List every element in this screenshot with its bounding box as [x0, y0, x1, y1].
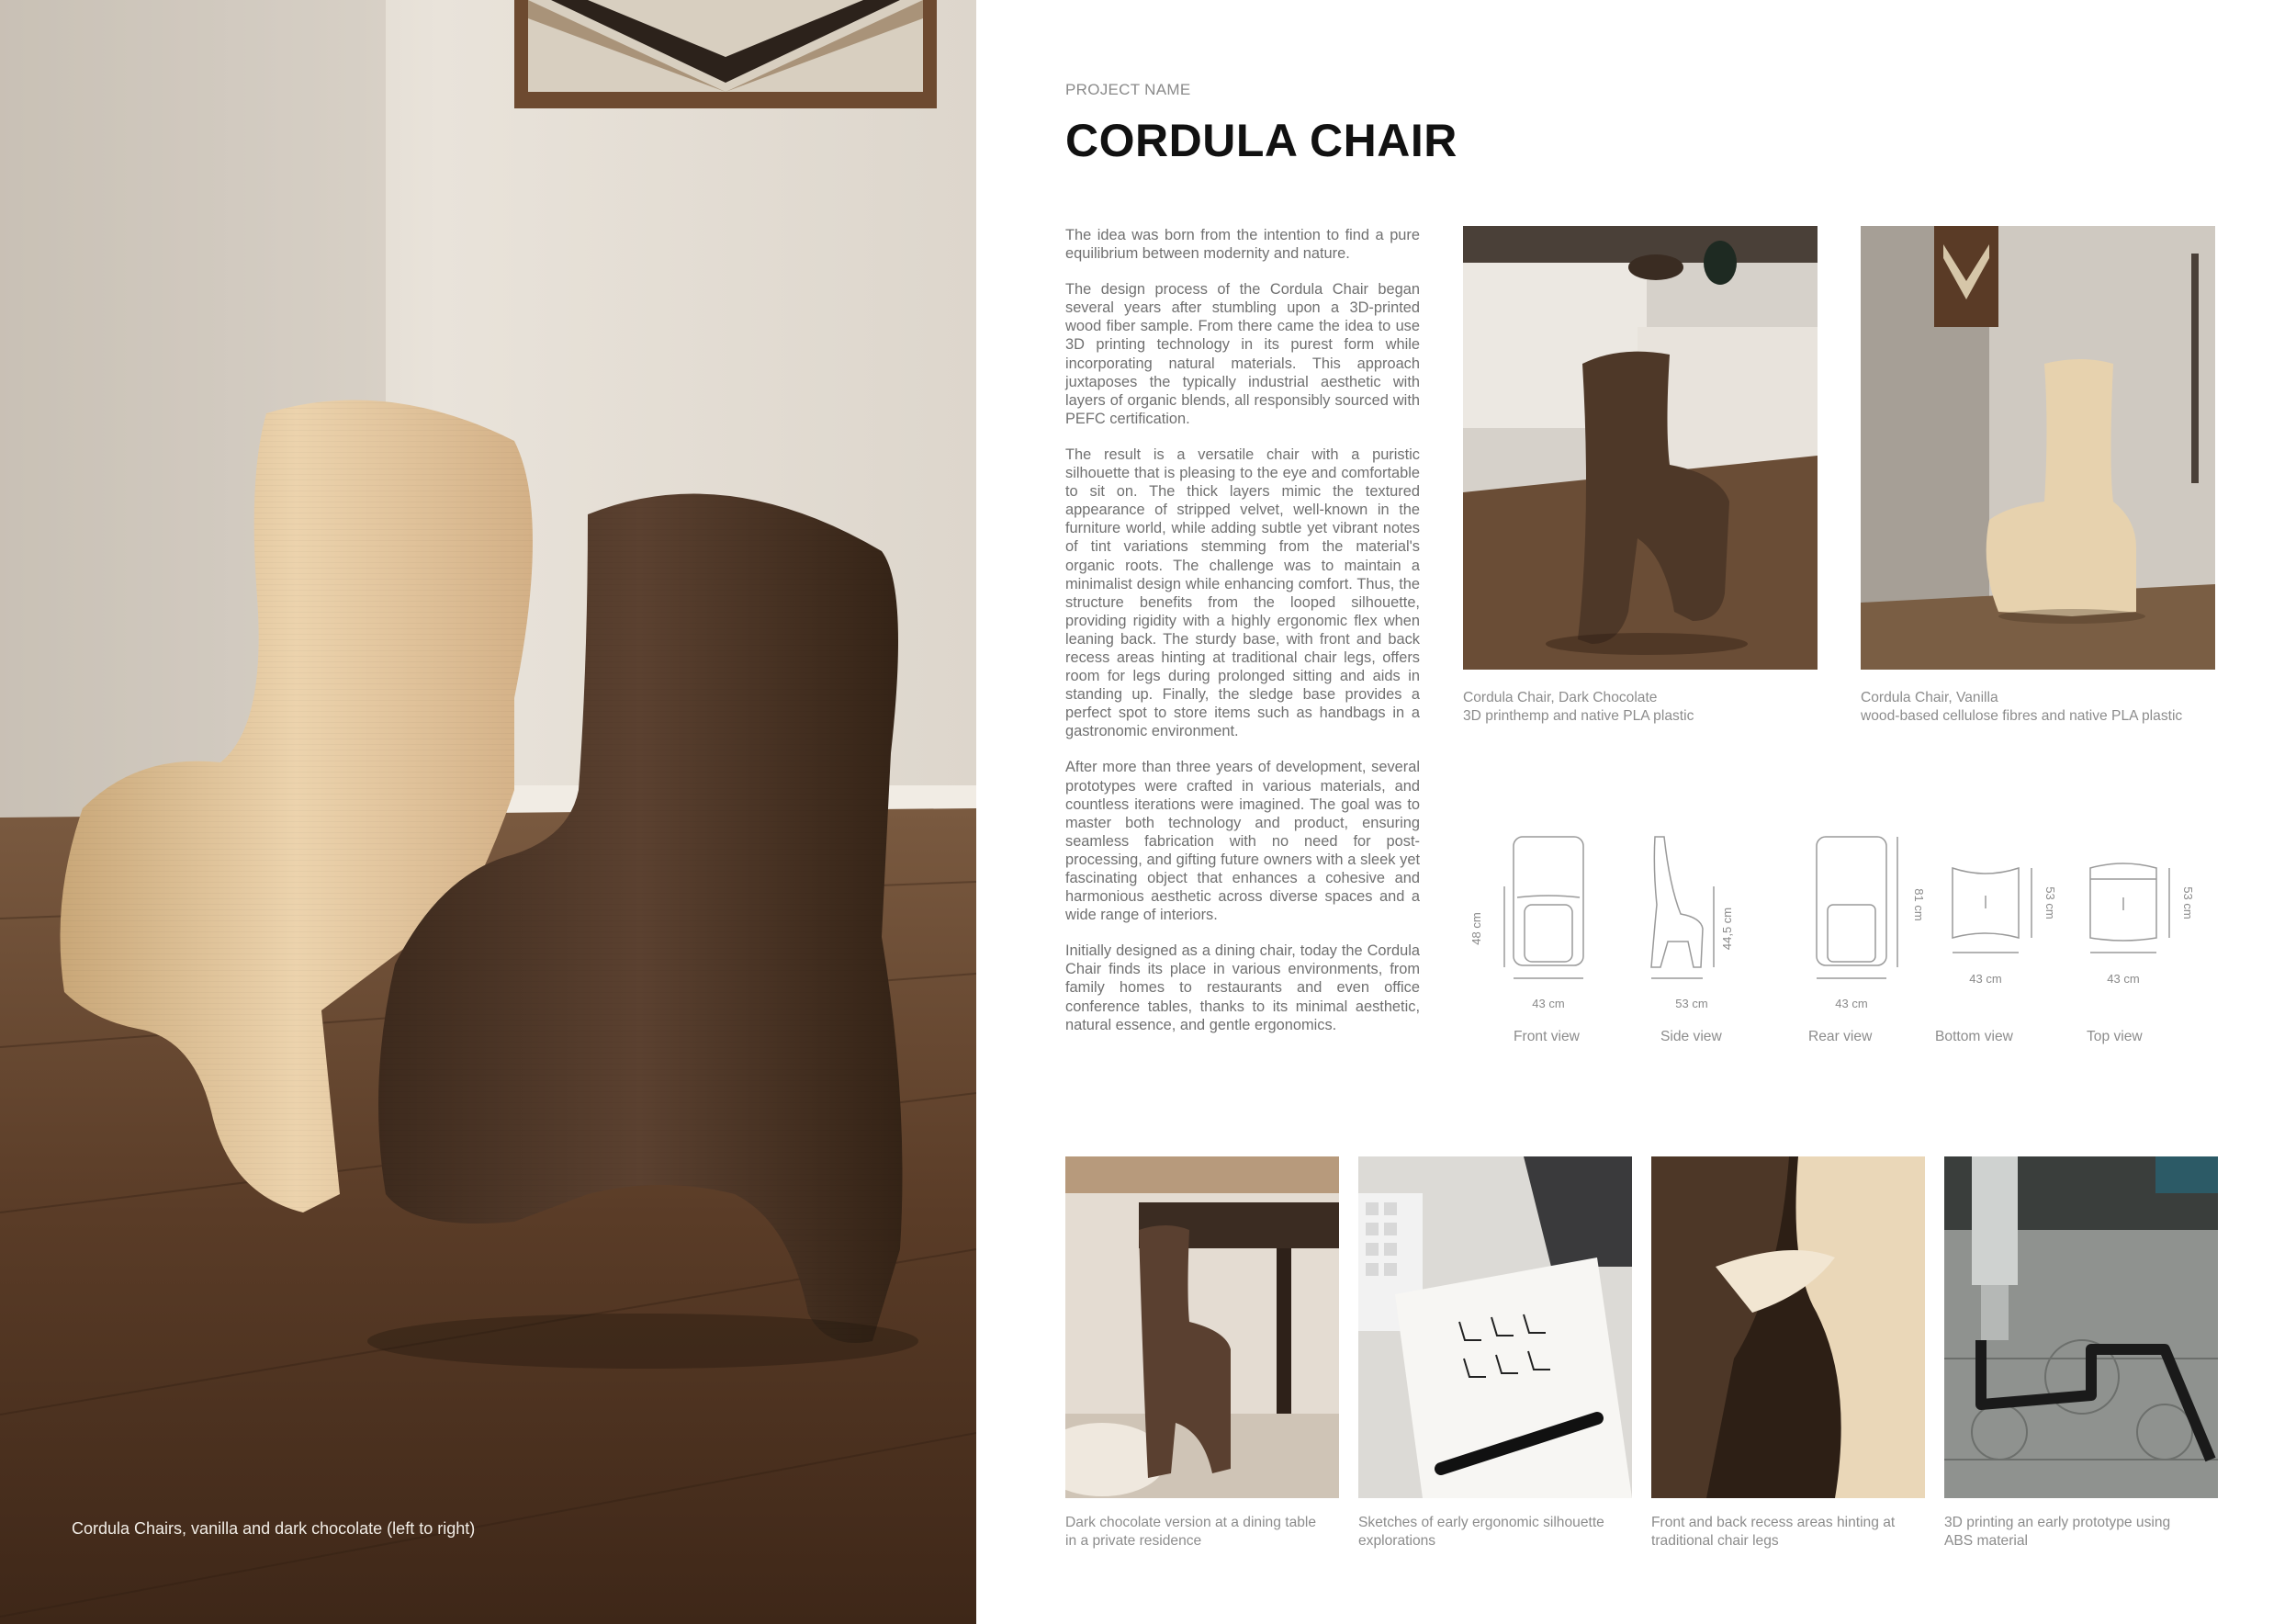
bottom-view-depth: 53 cm — [2043, 886, 2057, 919]
bottom-view-width: 43 cm — [1969, 972, 2002, 986]
dark-chocolate-chair-photo — [1463, 226, 1818, 670]
project-label: PROJECT NAME — [1065, 81, 1191, 98]
hero-illustration — [0, 0, 976, 1624]
front-view-height: 48 cm — [1469, 912, 1483, 945]
sketches-photo — [1358, 1156, 1632, 1498]
front-view-drawing — [1469, 837, 1583, 1010]
side-view-label: Side view — [1660, 1029, 1722, 1044]
photo-caption: Sketches of early ergonomic silhouette explorations — [1358, 1515, 1604, 1549]
hero-caption: Cordula Chairs, vanilla and dark chocolate (left to right) — [72, 1519, 476, 1538]
vanilla-chair-photo — [1861, 226, 2215, 670]
bottom-view-drawing — [1953, 868, 2057, 986]
rear-view-height: 81 cm — [1912, 888, 1926, 921]
top-view-drawing — [2090, 863, 2195, 986]
top-view-label: Top view — [2087, 1029, 2143, 1044]
photo-caption: Cordula Chair, Vanilla wood-based cellulose fibres and native PLA plastic — [1861, 690, 2183, 724]
dining-table-photo — [1065, 1156, 1339, 1498]
photo-caption: Front and back recess areas hinting at traditional chair legs — [1651, 1515, 1896, 1549]
rear-view-width: 43 cm — [1835, 997, 1868, 1010]
page-title: CORDULA CHAIR — [1065, 115, 1458, 166]
photo-caption: Cordula Chair, Dark Chocolate 3D printhemp and native PLA plastic — [1463, 690, 1694, 724]
dimension-drawings — [1460, 822, 2223, 1033]
recess-detail-photo — [1651, 1156, 1925, 1498]
paragraph: The idea was born from the intention to find a pure equilibrium between modernity and nature. — [1065, 227, 1420, 263]
rear-view-drawing — [1817, 837, 1926, 1010]
side-view-width: 53 cm — [1675, 997, 1708, 1010]
side-view-height: 44,5 cm — [1720, 907, 1734, 951]
body-text — [1065, 226, 1420, 1052]
paragraph: Initially designed as a dining chair, today the Cordula Chair finds its place in various environments, from family homes to restaurants and even office conference tables, thanks to its minimal aesthetic, natural essence, and gentle ergonomics. — [1065, 942, 1420, 1033]
photo-caption: 3D printing an early prototype using ABS material — [1944, 1515, 2171, 1549]
front-view-label: Front view — [1514, 1029, 1580, 1044]
bottom-view-label: Bottom view — [1935, 1029, 2013, 1044]
front-view-width: 43 cm — [1532, 997, 1565, 1010]
3d-printing-photo — [1944, 1156, 2218, 1498]
photo-caption: Dark chocolate version at a dining table in a private residence — [1065, 1515, 1317, 1549]
top-view-width: 43 cm — [2107, 972, 2140, 986]
top-view-depth: 53 cm — [2181, 886, 2195, 919]
hero-photo — [0, 0, 976, 1624]
paragraph: The result is a versatile chair with a puristic silhouette that is pleasing to the eye and comfortable to sit on. The thick layers mimic the textured appearance of stripped velvet, well-known in the furniture world, while adding subtle yet vibrant notes of tint variations stemming from the material's organic roots. The challenge was to maintain a minimalist design while enhancing comfort. Thus, the structure benefits from the looped silhouette, providing rigidity with a highly ergonomic flex when leaning back. The sturdy base, with front and back recess areas hinting at traditional chair legs, offers room for legs during prolonged sitting and aids in standing up. Finally, the sledge base provides a perfect spot to store items such as handbags in a gastronomic environment. — [1065, 445, 1420, 740]
rear-view-label: Rear view — [1808, 1029, 1873, 1044]
paragraph: After more than three years of development, several prototypes were crafted in various materials, and countless iterations were imagined. The goal was to master both technology and product, ensuring seamless fabrication with no need for post-processing, and gifting future owners with a sleek yet fascinating object that enhances a cohesive and harmonious aesthetic across diverse spaces and a wide range of interiors. — [1065, 759, 1420, 924]
side-view-drawing — [1651, 837, 1734, 1010]
paragraph: The design process of the Cordula Chair began several years after stumbling upon a 3D-printed wood fiber sample. From there came the idea to use 3D printing technology in its purest form while incorporating natural materials. This approach juxtaposes the typically industrial aesthetic with layers of organic blends, all responsibly sourced with PEFC certification. — [1065, 281, 1420, 427]
